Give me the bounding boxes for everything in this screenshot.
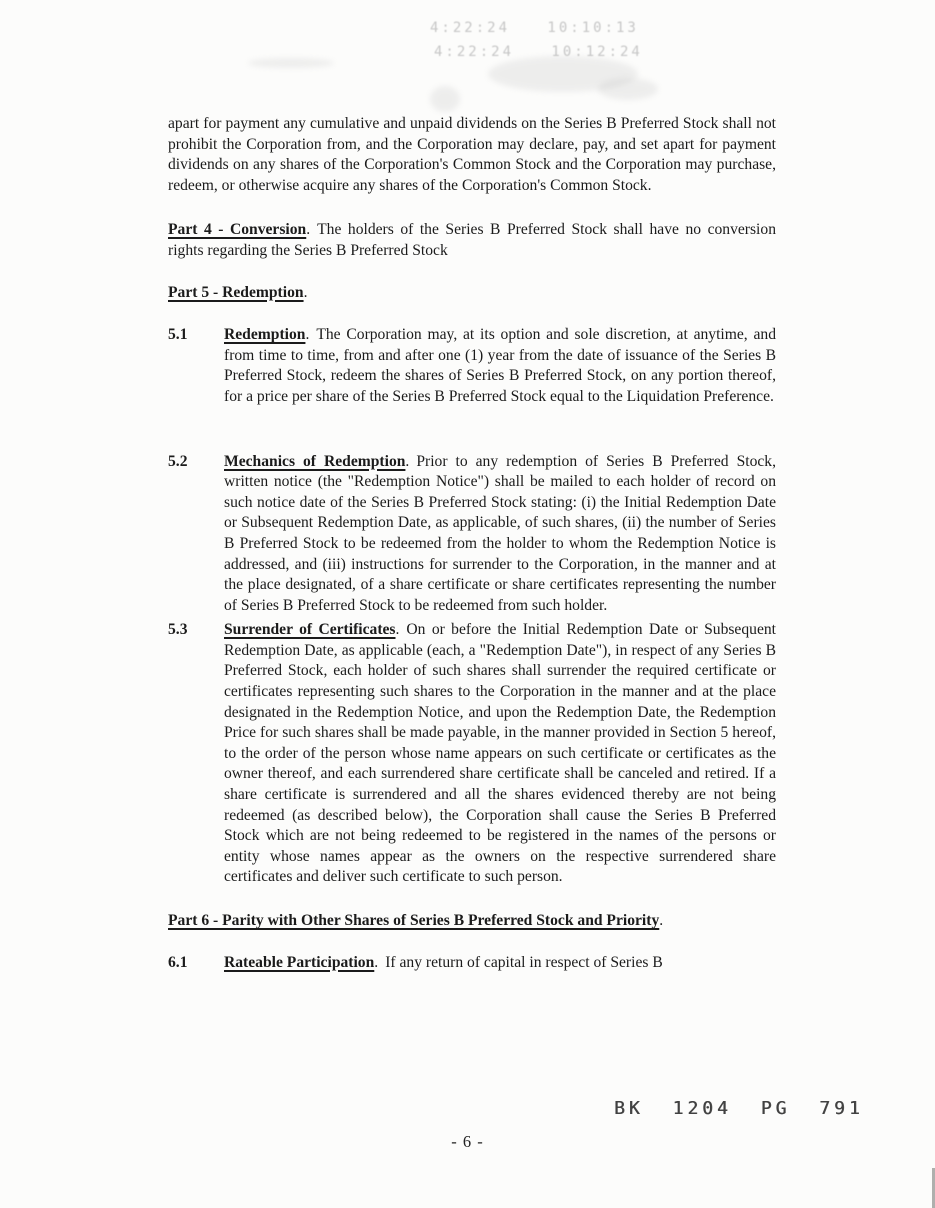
section-5-1-body: The Corporation may, at its option and sole discretion, at anytime, and from time to time, from and after one (1) year from the date of issuance of the Series B Preferred Stock, redeem the shares of Series B Preferred Stock, on any portion thereof, for a price per share of the Series B Preferred Stock equal to the Liquidation Preference. — [224, 326, 776, 405]
section-6-1 — [168, 953, 776, 974]
document-body — [168, 114, 776, 973]
part-5-period: . — [303, 283, 308, 301]
section-5-1-heading: Redemption — [224, 326, 306, 344]
part-6-period: . — [659, 912, 664, 929]
part-4-paragraph — [168, 220, 776, 261]
section-5-1-period: . — [305, 326, 310, 344]
section-5-3-period: . — [395, 621, 400, 639]
section-6-1-body: If any return of capital in respect of Series B — [385, 953, 663, 971]
part-5-heading: Part 5 - Redemption — [168, 283, 304, 301]
faded-timestamp-line-1: 4:22:24 10:10:13 — [430, 20, 639, 36]
intro-paragraph: apart for payment any cumulative and unpaid dividends on the Series B Preferred Stock shall not prohibit the Corporation from, and the Corporation may declare, pay, and set apart for payment dividends on any shares of the Corporation's Common Stock and the Corporation may purchase, redeem, or otherwise acquire any shares of the Corporation's Common Stock. — [168, 115, 776, 194]
section-text — [224, 620, 776, 888]
part-6-heading: Part 6 - Parity with Other Shares of Series B Preferred Stock and Priority — [168, 912, 660, 929]
part-4-text: The holders of the Series B Preferred Stock shall have no conversion rights regarding the Series B Preferred Stock — [168, 221, 776, 259]
section-text — [224, 452, 776, 617]
section-number: 5.3 — [168, 621, 188, 639]
part-4-heading: Part 4 - Conversion — [168, 221, 307, 239]
scan-artifact — [248, 58, 334, 68]
faded-timestamp-line-2: 4:22:24 10:12:24 — [434, 44, 643, 60]
section-5-2-body: Prior to any redemption of Series B Preferred Stock, written notice (the "Redemption Notice") shall be mailed to each holder of record on such notice date of the Series B Preferred Stock stating: (i) the Initial Redemption Date or Subsequent Redemption Date, as applicable, of such shares, (ii) the number of Series B Preferred Stock to be redeemed from the holder to whom the Redemption Notice is addressed, and (iii) instructions for surrender to the Corporation, in the manner and at the place designated, of a share certificate or share certificates representing the number of Series B Preferred Stock to be redeemed from such holder. — [224, 452, 776, 614]
section-5-3-heading: Surrender of Certificates — [224, 621, 396, 639]
section-5-2-period: . — [405, 452, 410, 470]
section-5-2 — [168, 452, 776, 617]
page-number: - 6 - — [451, 1132, 484, 1151]
section-number: 5.1 — [168, 326, 188, 344]
part-5-paragraph — [168, 283, 776, 304]
section-5-3 — [168, 620, 776, 888]
section-5-3-body: On or before the Initial Redemption Date or Subsequent Redemption Date, as applicable (each, a "Redemption Date"), in respect of any Series B Preferred Stock, each holder of such shares shall surrender the required certificate or certificates representing such shares to the Corporation in the manner and at the place designated in the Redemption Notice, and upon the Redemption Date, the Redemption Price for such shares shall be made payable, in the manner provided in Section 5 hereof, to the order of the person whose name appears on such certificate or certificates as the owner thereof, and each surrendered share certificate shall be canceled and retired. If a share certificate is surrendered and all the shares evidenced thereby are not being redeemed (as described below), the Corporation shall cause the Series B Preferred Stock which are not being redeemed to be registered in the names of the persons or entity whose names appear as the owners on the respective surrendered share certificates and deliver such certificate to such person. — [224, 621, 776, 886]
section-number: 6.1 — [168, 953, 188, 971]
section-5-2-heading: Mechanics of Redemption — [224, 452, 406, 470]
section-6-1-period: . — [374, 953, 379, 971]
section-5-1 — [168, 325, 776, 407]
section-text — [224, 953, 776, 974]
section-6-1-heading: Rateable Participation — [224, 953, 375, 971]
section-text — [224, 325, 776, 407]
book-page-stamp: BK 1204 PG 791 — [614, 1098, 864, 1119]
part-4-period: . — [306, 221, 311, 239]
part-6-paragraph — [168, 911, 776, 932]
scan-artifact — [598, 78, 658, 100]
scan-artifact — [430, 86, 460, 112]
section-number: 5.2 — [168, 452, 188, 470]
